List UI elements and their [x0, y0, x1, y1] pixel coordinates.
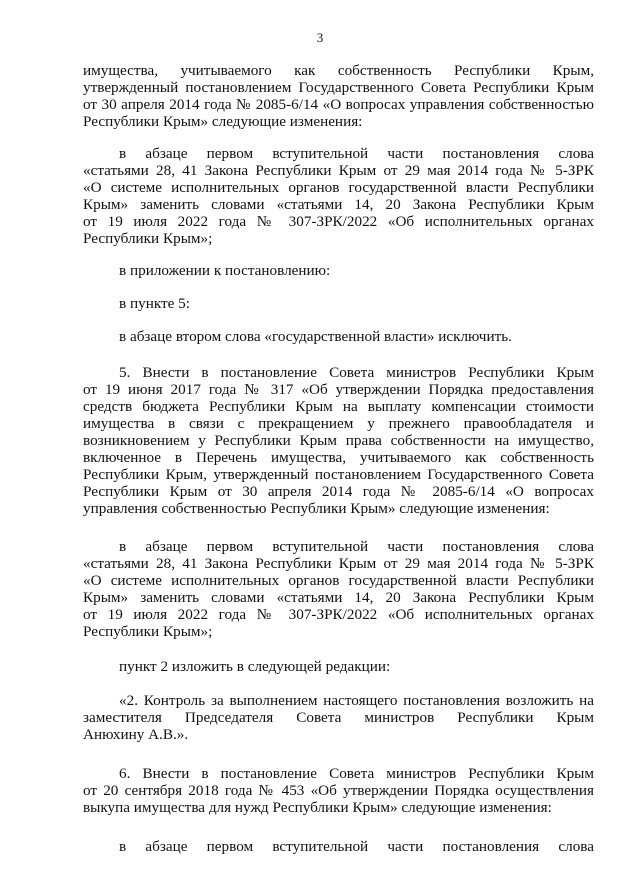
page-number: 3: [316, 30, 324, 45]
text-line: Республики Крым, утвержденный постановлением Государственного Совета: [83, 466, 594, 483]
text-line: от 20 сентября 2018 года № 453 «Об утверждении Порядка осуществления: [83, 782, 594, 799]
text-line: от 19 июня 2017 года № 317 «Об утверждении Порядка предоставления: [83, 381, 594, 398]
text-line: имущества в связи с прекращением у прежнего правообладателя и: [83, 415, 594, 432]
text-line: в абзаце втором слова «государственной власти» исключить.: [119, 328, 512, 345]
text-line: Республики Крым»;: [83, 230, 213, 247]
text-line: «О системе исполнительных органов государственной власти Республики: [83, 179, 594, 196]
text-line: в приложении к постановлению:: [119, 262, 331, 279]
text-line: «статьями 28, 41 Закона Республики Крым от 29 мая 2014 года № 5-ЗРК: [83, 555, 594, 572]
text-line: от 30 апреля 2014 года № 2085-6/14 «О вопросах управления собственностью: [83, 96, 594, 113]
text-line: заместителя Председателя Совета министров Республики Крым: [83, 709, 594, 726]
text-line: «2. Контроль за выполнением настоящего постановления возложить на: [119, 692, 594, 709]
text-line: в пункте 5:: [119, 295, 190, 312]
text-line: Крым» заменить словами «статьями 14, 20 Закона Республики Крым: [83, 589, 594, 606]
text-line: 5. Внести в постановление Совета министров Республики Крым: [119, 364, 594, 381]
text-line: выкупа имущества для нужд Республики Крым» следующие изменения:: [83, 799, 552, 816]
text-line: в абзаце первом вступительной части постановления слова: [119, 538, 594, 555]
text-line: «О системе исполнительных органов государственной власти Республики: [83, 572, 594, 589]
text-line: «статьями 28, 41 Закона Республики Крым от 29 мая 2014 года № 5-ЗРК: [83, 162, 594, 179]
text-line: от 19 июля 2022 года № 307-ЗРК/2022 «Об исполнительных органах: [83, 606, 594, 623]
text-line: управления собственностью Республики Крым» следующие изменения:: [83, 500, 550, 517]
text-line: включенное в Перечень имущества, учитываемого как собственность: [83, 449, 594, 466]
text-line: утвержденный постановлением Государственного Совета Республики Крым: [83, 79, 594, 96]
text-line: 6. Внести в постановление Совета министров Республики Крым: [119, 765, 594, 782]
text-line: в абзаце первом вступительной части постановления слова: [119, 838, 594, 855]
text-line: Республики Крым от 30 апреля 2014 года № 2085-6/14 «О вопросах: [83, 483, 594, 500]
text-line: от 19 июля 2022 года № 307-ЗРК/2022 «Об исполнительных органах: [83, 213, 594, 230]
text-line: пункт 2 изложить в следующей редакции:: [119, 658, 391, 675]
text-line: Республики Крым»;: [83, 623, 213, 640]
text-line: средств бюджета Республики Крым на выплату компенсации стоимости: [83, 398, 594, 415]
text-line: Анюхину А.В.».: [83, 726, 189, 743]
text-line: Крым» заменить словами «статьями 14, 20 Закона Республики Крым: [83, 196, 594, 213]
text-line: Республики Крым» следующие изменения:: [83, 113, 363, 130]
text-line: в абзаце первом вступительной части постановления слова: [119, 145, 594, 162]
text-line: имущества, учитываемого как собственность Республики Крым,: [83, 62, 594, 79]
text-line: возникновением у Республики Крым права собственности на имущество,: [83, 432, 594, 449]
